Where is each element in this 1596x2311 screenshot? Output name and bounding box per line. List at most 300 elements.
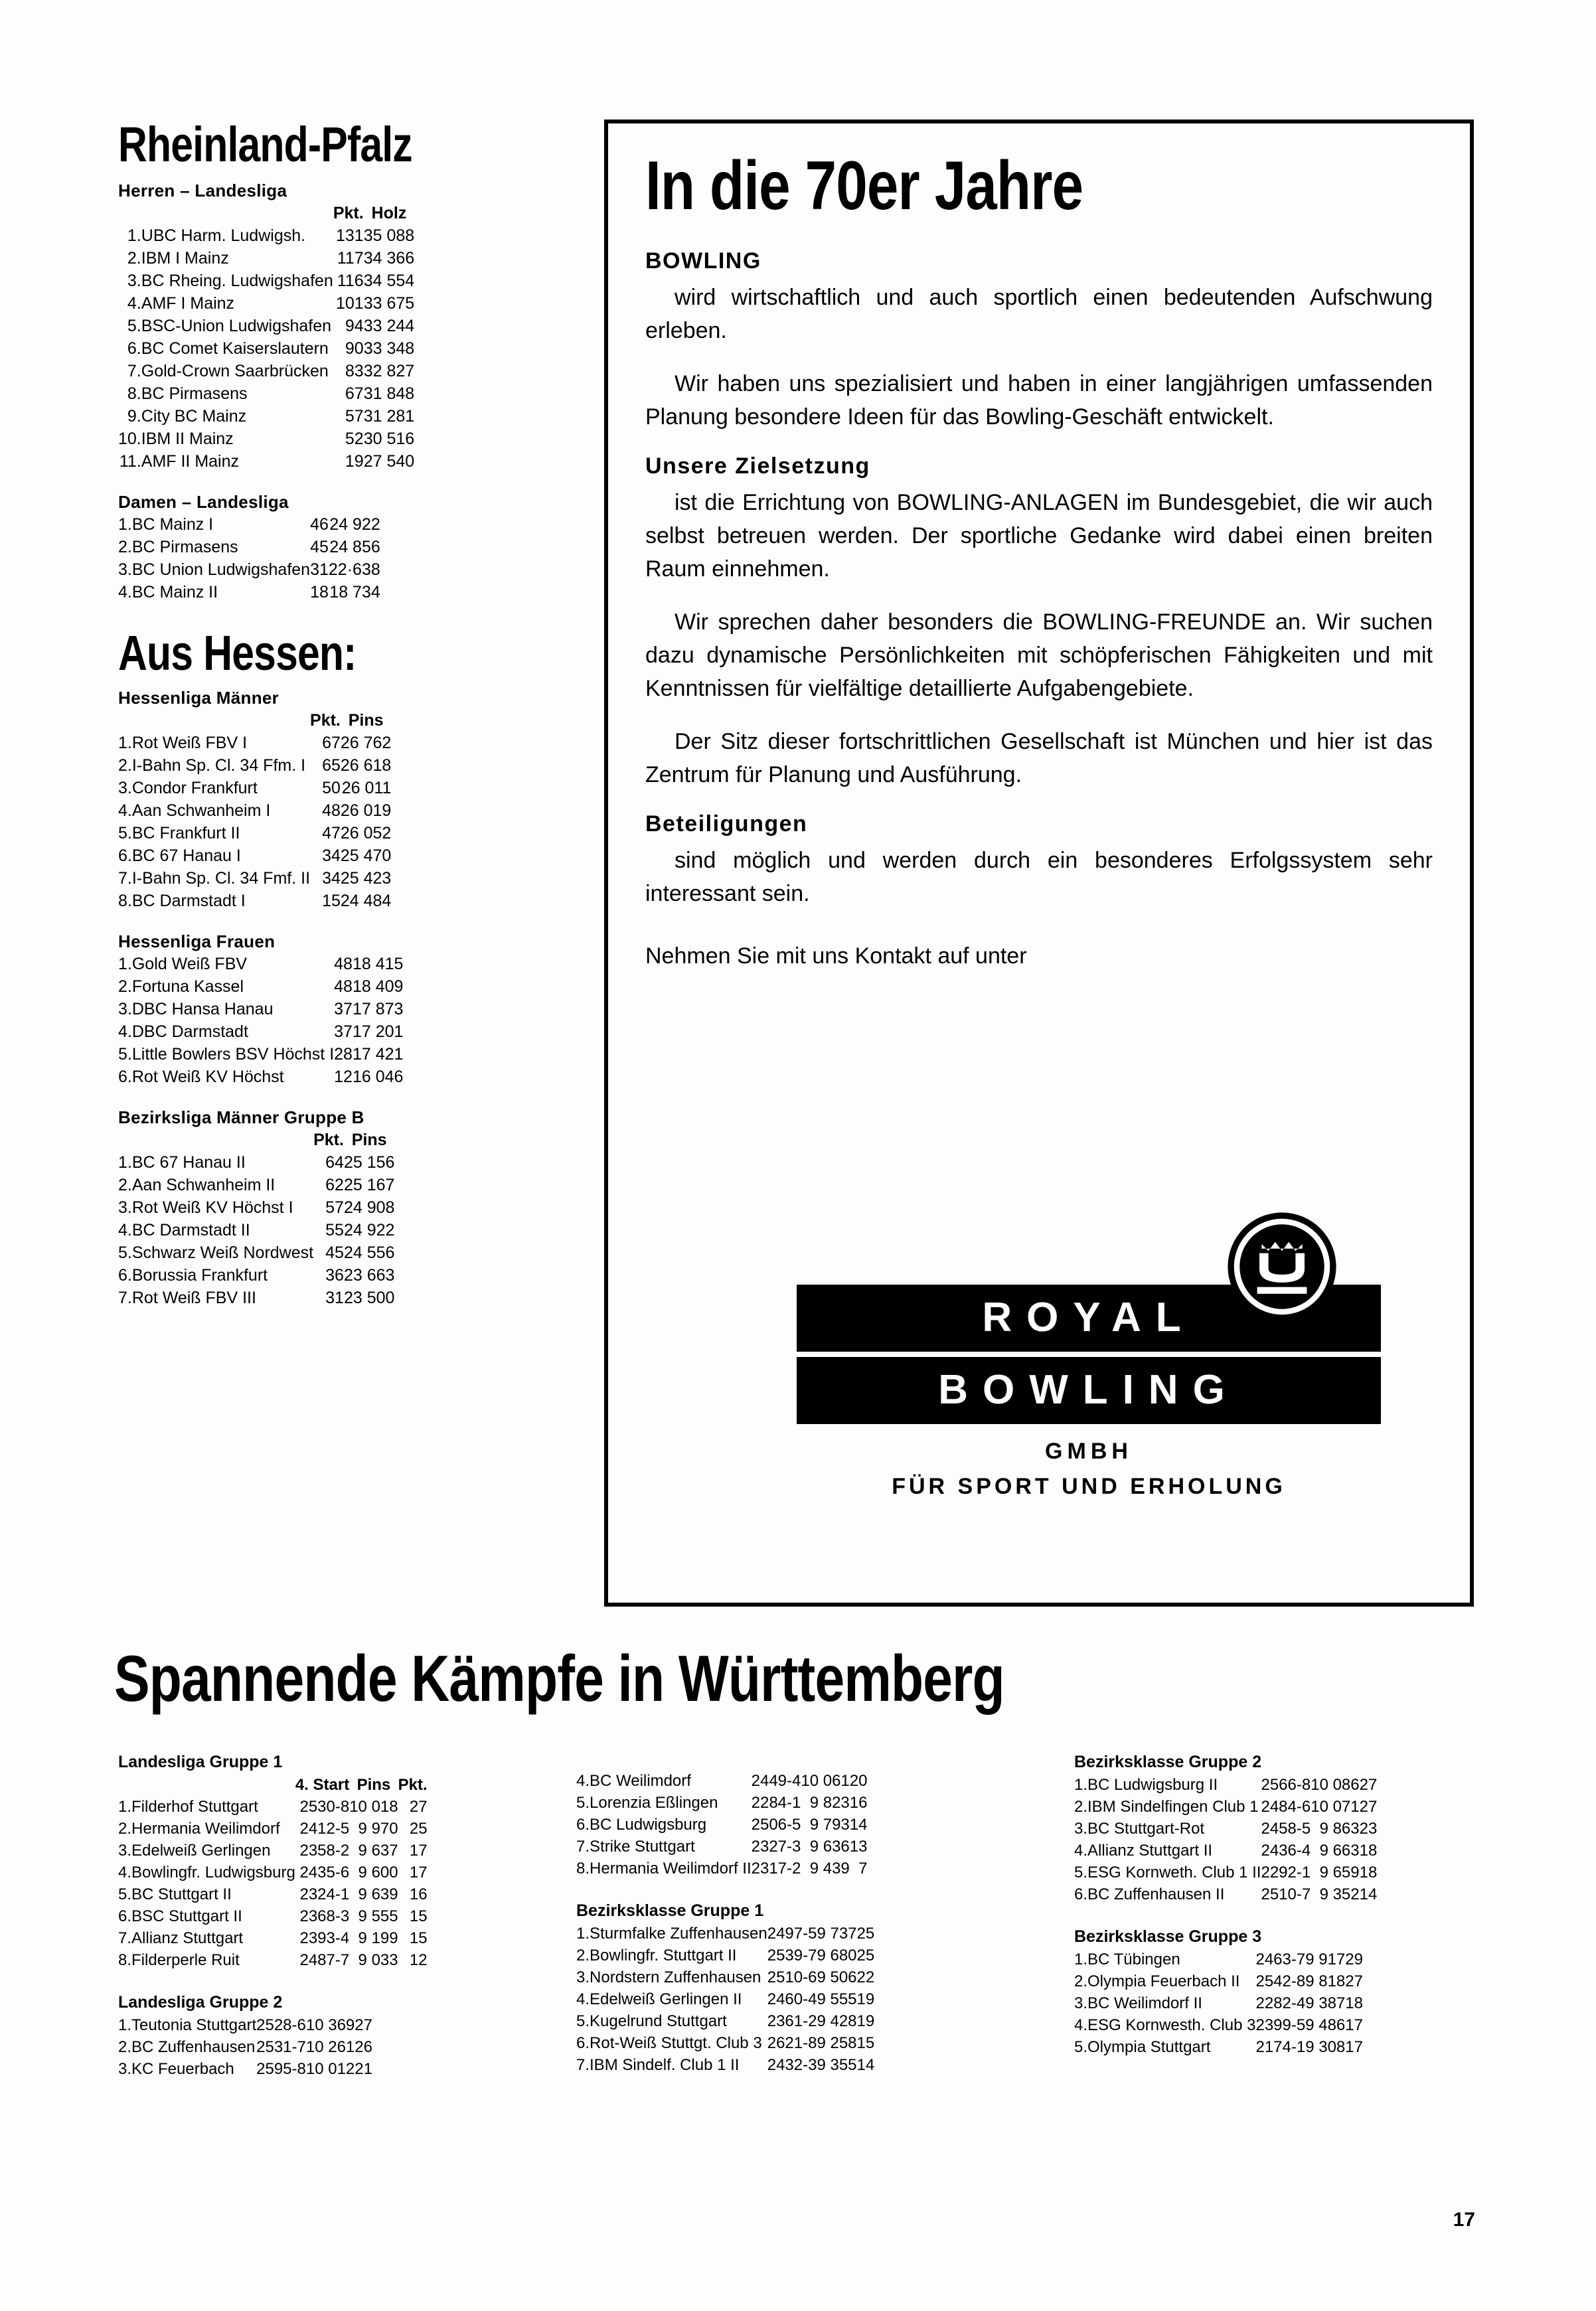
table-row xyxy=(1074,1885,1377,1907)
table-row xyxy=(118,1951,428,1973)
start-cell: 2368-3 xyxy=(299,1907,350,1925)
points-cell: 65 xyxy=(322,756,341,775)
team-cell: Teutonia Stuttgart xyxy=(131,2016,257,2034)
rank-cell: 1. xyxy=(127,226,141,245)
points-cell: 57 xyxy=(345,407,364,426)
pins-cell: 10 012 xyxy=(305,2060,355,2078)
start-cell: 2358-2 xyxy=(299,1842,350,1860)
table-row xyxy=(118,756,391,779)
pins-cell: 9 033 xyxy=(358,1951,398,1969)
team-cell: BC Ludwigsburg II xyxy=(1087,1776,1218,1794)
rank-cell: 2. xyxy=(118,1176,132,1194)
rank-cell: 5. xyxy=(118,1885,132,1903)
wuerttemberg-column-2 xyxy=(576,1753,1028,2078)
team-cell: BC Weilimdorf II xyxy=(1087,1994,1202,2012)
table-row xyxy=(1074,2038,1363,2060)
points-cell: 55 xyxy=(325,1221,344,1239)
rank-cell: 6. xyxy=(1074,1885,1088,1903)
pins-cell: 9 355 xyxy=(817,2056,857,2074)
table-row xyxy=(1074,1820,1377,1842)
team-cell: Olympia Feuerbach II xyxy=(1087,1972,1240,1990)
column-header: 4. Start xyxy=(295,1776,350,1794)
table-row xyxy=(118,1820,428,1842)
points-cell: 37 xyxy=(334,1000,353,1018)
standings-title: Bezirksklasse Gruppe 1 xyxy=(576,1901,764,1920)
standings-block xyxy=(118,931,583,1090)
rank-cell: 1. xyxy=(118,2016,132,2034)
pins-cell: 9 506 xyxy=(817,1968,857,1986)
start-cell: 2531-7 xyxy=(256,2038,306,2056)
table-row xyxy=(118,583,380,605)
team-cell: Nordstern Zuffenhausen xyxy=(590,1968,761,1986)
team-cell: Allianz Stuttgart xyxy=(131,1929,244,1947)
rank-cell: 8. xyxy=(127,384,141,403)
standings-block xyxy=(118,181,583,475)
team-cell: Schwarz Weiß Nordwest xyxy=(131,1243,314,1262)
points-cell: 7 xyxy=(858,1860,868,1877)
points-cell: 37 xyxy=(334,1022,353,1041)
points-cell: 14 xyxy=(849,1816,868,1834)
table-row xyxy=(576,1925,874,1947)
rank-cell: 5. xyxy=(118,1243,132,1262)
table-row xyxy=(576,1772,867,1794)
points-cell: 31 xyxy=(310,560,329,579)
pins-cell: 10 369 xyxy=(305,2016,355,2034)
pins-cell: 23 500 xyxy=(343,1289,395,1307)
standings-block xyxy=(118,492,583,605)
pins-cell: 9 636 xyxy=(809,1838,850,1856)
rank-cell: 11. xyxy=(119,452,141,471)
left-column xyxy=(118,117,583,1328)
team-cell: Filderperle Ruit xyxy=(131,1951,240,1969)
section-title-aus-hessen: Aus Hessen: xyxy=(118,625,357,680)
standings-title: Bezirksklasse Gruppe 2 xyxy=(1074,1753,1262,1771)
rank-cell: 3. xyxy=(118,779,132,797)
points-cell: 94 xyxy=(345,317,364,335)
standings-table xyxy=(118,1776,428,1973)
pins-cell: 31 281 xyxy=(363,407,415,426)
rank-cell: 4. xyxy=(118,1022,132,1041)
rank-cell: 7. xyxy=(118,1929,132,1947)
pins-cell: 10 086 xyxy=(1311,1776,1360,1794)
pins-cell: 9 199 xyxy=(358,1929,398,1947)
team-cell: Gold-Crown Saarbrücken xyxy=(141,362,329,380)
table-row xyxy=(576,1838,867,1860)
standings-title: Landesliga Gruppe 1 xyxy=(118,1753,283,1771)
points-cell: 52 xyxy=(345,430,364,448)
table-row xyxy=(576,1968,874,1990)
pins-cell: 9 308 xyxy=(1305,2038,1346,2056)
table-row xyxy=(576,2056,874,2078)
team-cell: Bowlingfr. Ludwigsburg xyxy=(131,1864,295,1881)
points-cell: 50 xyxy=(322,779,341,797)
start-cell: 2510-7 xyxy=(1261,1885,1311,1903)
rank-cell: 7. xyxy=(576,1838,590,1856)
team-cell: I-Bahn Sp. Cl. 34 Ffm. I xyxy=(131,756,306,775)
team-cell: BC Mainz II xyxy=(131,583,218,601)
pins-cell: 25 470 xyxy=(340,846,392,865)
points-cell: 90 xyxy=(345,339,364,358)
column-header: Pkt. xyxy=(313,1131,344,1149)
table-row xyxy=(576,1816,867,1838)
pins-cell: 9 600 xyxy=(358,1864,398,1881)
table-row xyxy=(118,892,391,914)
start-cell: 2282-4 xyxy=(1255,1994,1306,2012)
table-row xyxy=(1074,1972,1363,1994)
rank-cell: 7. xyxy=(576,2056,590,2074)
pins-cell: 9 258 xyxy=(817,2034,857,2052)
pins-cell: 33 244 xyxy=(363,317,415,335)
start-cell: 2510-6 xyxy=(767,1968,817,1986)
points-cell: 47 xyxy=(322,824,341,842)
team-cell: BC Comet Kaiserslautern xyxy=(141,339,329,358)
team-cell: Aan Schwanheim II xyxy=(131,1176,276,1194)
rank-cell: 6. xyxy=(118,1266,132,1285)
rank-cell: 4. xyxy=(118,583,132,601)
team-cell: IBM Sindelfingen Club 1 xyxy=(1087,1798,1259,1816)
team-cell: Hermania Weilimdorf xyxy=(131,1820,280,1838)
start-cell: 2174-1 xyxy=(1255,2038,1306,2056)
team-cell: Hermania Weilimdorf II xyxy=(590,1860,752,1877)
table-header-row xyxy=(118,1131,394,1153)
pins-cell: 9 639 xyxy=(358,1885,398,1903)
crown-icon xyxy=(1226,1210,1338,1323)
standings-title: Landesliga Gruppe 2 xyxy=(118,1993,283,2012)
points-cell: 28 xyxy=(334,1045,353,1064)
points-cell: 45 xyxy=(310,538,329,556)
table-row xyxy=(118,515,380,538)
table-row xyxy=(118,1068,403,1090)
team-cell: City BC Mainz xyxy=(141,407,247,426)
pins-cell: 24 922 xyxy=(329,515,380,534)
table-row xyxy=(1074,1776,1377,1798)
team-cell: Rot-Weiß Stuttgt. Club 3 xyxy=(590,2034,762,2052)
spacer-cell xyxy=(141,204,333,226)
table-row xyxy=(118,1198,394,1221)
column-header: Pkt. xyxy=(333,204,364,222)
column-header: Pkt. xyxy=(310,711,341,730)
table-row xyxy=(118,1022,403,1045)
team-cell: Condor Frankfurt xyxy=(131,779,258,797)
rank-cell: 2. xyxy=(118,977,132,996)
team-cell: BC Weilimdorf xyxy=(590,1772,691,1790)
points-cell: 31 xyxy=(325,1289,344,1307)
start-cell: 2393-4 xyxy=(299,1929,350,1947)
points-cell: 17 xyxy=(409,1864,428,1881)
column-header: Pins xyxy=(357,1776,391,1794)
team-cell: Allianz Stuttgart II xyxy=(1087,1842,1213,1860)
table-row xyxy=(1074,2016,1363,2038)
spacer-cell xyxy=(132,711,310,734)
standings-table xyxy=(118,515,380,605)
points-cell: 12 xyxy=(334,1068,353,1086)
wuerttemberg-column-3 xyxy=(1074,1753,1499,2060)
spacer-cell xyxy=(118,1131,132,1153)
team-cell: Edelweiß Gerlingen II xyxy=(590,1990,742,2008)
team-cell: Filderhof Stuttgart xyxy=(131,1798,258,1816)
table-row xyxy=(118,1864,428,1885)
pins-cell: 34 554 xyxy=(363,272,415,290)
table-row xyxy=(576,2034,874,2056)
pins-cell: 25 167 xyxy=(343,1176,395,1194)
team-cell: BC Mainz I xyxy=(131,515,214,534)
ad-body xyxy=(645,248,1433,910)
table-row xyxy=(118,1798,428,1820)
rank-cell: 4. xyxy=(1074,1842,1088,1860)
pins-cell: 10 061 xyxy=(801,1772,850,1790)
team-cell: ESG Kornweth. Club 1 II xyxy=(1087,1864,1261,1881)
rank-cell: 6. xyxy=(118,1907,132,1925)
table-row xyxy=(118,801,391,824)
team-cell: IBM II Mainz xyxy=(141,430,234,448)
points-cell: 131 xyxy=(335,226,364,245)
rank-cell: 1. xyxy=(1074,1951,1088,1968)
ad-subheading: Beteiligungen xyxy=(645,811,808,837)
table-row xyxy=(576,1990,874,2012)
points-cell: 14 xyxy=(1359,1885,1378,1903)
table-row xyxy=(118,560,380,583)
pins-cell: 18 409 xyxy=(352,977,404,996)
pins-cell: 24 484 xyxy=(340,892,392,910)
pins-cell: 35 088 xyxy=(363,226,415,245)
points-cell: 117 xyxy=(337,249,364,268)
start-cell: 2324-1 xyxy=(299,1885,350,1903)
pins-cell: 9 823 xyxy=(809,1794,850,1812)
team-cell: AMF I Mainz xyxy=(141,294,235,313)
section-title-wuerttemberg: Spannende Kämpfe in Württemberg xyxy=(114,1642,1004,1715)
ad-headline: In die 70er Jahre xyxy=(645,147,1083,224)
rank-cell: 3. xyxy=(118,1000,132,1018)
table-row xyxy=(118,294,414,317)
pins-cell: 9 793 xyxy=(809,1816,850,1834)
table-row xyxy=(118,955,403,977)
rank-cell: 5. xyxy=(576,2012,590,2030)
team-cell: BSC Stuttgart II xyxy=(131,1907,242,1925)
rank-cell: 6. xyxy=(118,846,132,865)
rank-cell: 7. xyxy=(127,362,141,380)
pins-cell: 9 352 xyxy=(1319,1885,1360,1903)
rank-cell: 2. xyxy=(118,2038,132,2056)
rank-cell: 3. xyxy=(1074,1820,1088,1838)
pins-cell: 34 366 xyxy=(363,249,415,268)
pins-cell: 9 486 xyxy=(1305,2016,1346,2034)
points-cell: 29 xyxy=(1345,1951,1363,1968)
table-row xyxy=(118,977,403,1000)
pins-cell: 10 071 xyxy=(1311,1798,1360,1816)
team-cell: BC Zuffenhausen II xyxy=(1087,1885,1225,1903)
team-cell: BC Frankfurt II xyxy=(131,824,240,842)
table-header-row xyxy=(118,1776,428,1798)
standings-block xyxy=(118,688,583,914)
team-cell: BC Stuttgart-Rot xyxy=(1087,1820,1205,1838)
rank-cell: 1. xyxy=(118,955,132,973)
points-cell: 15 xyxy=(322,892,341,910)
pins-cell: 17 873 xyxy=(352,1000,404,1018)
section-title-rheinland-pfalz: Rheinland-Pfalz xyxy=(118,117,412,172)
pins-cell: 26 762 xyxy=(340,734,392,752)
rank-cell: 10. xyxy=(118,430,141,448)
points-cell: 17 xyxy=(1345,2038,1363,2056)
points-cell: 116 xyxy=(337,272,364,290)
start-cell: 2621-8 xyxy=(767,2034,817,2052)
rank-cell: 4. xyxy=(576,1990,590,2008)
table-row xyxy=(118,846,391,869)
start-cell: 2284-1 xyxy=(751,1794,801,1812)
pins-cell: 26 052 xyxy=(340,824,392,842)
pins-cell: 17 201 xyxy=(352,1022,404,1041)
rank-cell: 4. xyxy=(118,1864,132,1881)
rank-cell: 2. xyxy=(1074,1972,1088,1990)
table-row xyxy=(118,430,414,452)
rank-cell: 3. xyxy=(118,2060,132,2078)
rank-cell: 5. xyxy=(127,317,141,335)
standings-table xyxy=(576,1772,867,1881)
pins-cell: 31 848 xyxy=(363,384,415,403)
start-cell: 2292-1 xyxy=(1261,1864,1311,1881)
pins-cell: 18 734 xyxy=(329,583,380,601)
start-cell: 2435-6 xyxy=(299,1864,350,1881)
points-cell: 14 xyxy=(856,2056,875,2074)
logo-text-royal: ROYAL xyxy=(797,1285,1381,1352)
points-cell: 67 xyxy=(322,734,341,752)
column-header: Holz xyxy=(371,204,407,222)
rank-cell: 1. xyxy=(118,734,132,752)
rank-cell: 1. xyxy=(118,1798,132,1816)
pins-cell: 27 540 xyxy=(363,452,415,471)
rank-cell: 1. xyxy=(118,1153,132,1172)
team-cell: Rot Weiß FBV III xyxy=(131,1289,256,1307)
points-cell: 15 xyxy=(409,1929,428,1947)
rank-cell: 4. xyxy=(576,1772,590,1790)
points-cell: 23 xyxy=(1359,1820,1378,1838)
team-cell: BC Zuffenhausen xyxy=(131,2038,256,2056)
rank-cell: 9. xyxy=(127,407,141,426)
table-row xyxy=(118,226,414,249)
standings-table xyxy=(118,2016,372,2082)
team-cell: UBC Harm. Ludwigsh. xyxy=(141,226,306,245)
table-header-row xyxy=(118,204,414,226)
table-row xyxy=(1074,1798,1377,1820)
pins-cell: 24 856 xyxy=(329,538,380,556)
rank-cell: 2. xyxy=(576,1947,590,1964)
points-cell: 15 xyxy=(856,2034,875,2052)
start-cell: 2436-4 xyxy=(1261,1842,1311,1860)
rank-cell: 2. xyxy=(1074,1798,1088,1816)
points-cell: 18 xyxy=(1345,1994,1363,2012)
rank-cell: 4. xyxy=(1074,2016,1088,2034)
points-cell: 46 xyxy=(310,515,329,534)
spacer-cell xyxy=(132,1131,313,1153)
rank-cell: 7. xyxy=(118,1289,132,1307)
pins-cell: 9 917 xyxy=(1305,1951,1346,1968)
table-row xyxy=(1074,1951,1363,1972)
pins-cell: 24 556 xyxy=(343,1243,395,1262)
table-row xyxy=(118,339,414,362)
column-header: Pins xyxy=(351,1131,387,1149)
team-cell: Lorenzia Eßlingen xyxy=(590,1794,718,1812)
table-row xyxy=(1074,1864,1377,1885)
table-row xyxy=(576,2012,874,2034)
team-cell: BC 67 Hanau II xyxy=(131,1153,246,1172)
team-cell: Edelweiß Gerlingen xyxy=(131,1842,271,1860)
rank-cell: 5. xyxy=(1074,2038,1088,2056)
team-cell: Kugelrund Stuttgart xyxy=(590,2012,727,2030)
points-cell: 48 xyxy=(334,955,353,973)
ad-paragraph: Der Sitz dieser fortschrittlichen Gesellschaft ist München und hier ist das Zentrum für Planung und Ausführung. xyxy=(645,729,1433,787)
pins-cell: 26 011 xyxy=(341,779,392,797)
rank-cell: 6. xyxy=(127,339,141,358)
table-row xyxy=(118,1243,394,1266)
standings-title: Bezirksklasse Gruppe 3 xyxy=(1074,1927,1262,1946)
start-cell: 2528-6 xyxy=(256,2016,306,2034)
team-cell: AMF II Mainz xyxy=(141,452,240,471)
pins-cell: 18 415 xyxy=(352,955,404,973)
points-cell: 36 xyxy=(325,1266,344,1285)
table-row xyxy=(118,452,414,475)
start-cell: 2399-5 xyxy=(1255,2016,1306,2034)
points-cell: 25 xyxy=(409,1820,428,1838)
pins-cell: 9 737 xyxy=(817,1925,857,1943)
points-cell: 18 xyxy=(310,583,329,601)
standings-title: Bezirksliga Männer Gruppe B xyxy=(118,1107,364,1127)
pins-cell: 9 439 xyxy=(809,1860,850,1877)
rank-cell: 3. xyxy=(118,560,132,579)
points-cell: 57 xyxy=(325,1198,344,1217)
column-header: Pkt. xyxy=(398,1776,428,1794)
points-cell: 20 xyxy=(849,1772,868,1790)
ad-paragraph: sind möglich und werden durch ein besonderes Erfolgssystem sehr interessant sein. xyxy=(645,848,1433,906)
rank-cell: 4. xyxy=(118,1221,132,1239)
logo-text-gmbh: GMBH xyxy=(1045,1439,1133,1464)
rank-cell: 4. xyxy=(118,801,132,820)
table-row xyxy=(118,1000,403,1022)
table-row xyxy=(118,384,414,407)
table-row xyxy=(576,1947,874,1968)
start-cell: 2530-8 xyxy=(299,1798,350,1816)
points-cell: 62 xyxy=(325,1176,344,1194)
team-cell: Bowlingfr. Stuttgart II xyxy=(590,1947,737,1964)
pins-cell: 10 018 xyxy=(349,1798,398,1816)
start-cell: 2361-2 xyxy=(767,2012,817,2030)
rank-cell: 3. xyxy=(118,1198,132,1217)
rank-cell: 6. xyxy=(118,1068,132,1086)
table-row xyxy=(118,1176,394,1198)
table-row xyxy=(118,779,391,801)
table-row xyxy=(1074,1994,1363,2016)
start-cell: 2449-4 xyxy=(751,1772,801,1790)
table-row xyxy=(118,1842,428,1864)
column-header: Pins xyxy=(348,711,384,730)
pins-cell: 33 348 xyxy=(363,339,415,358)
points-cell: 19 xyxy=(856,2012,875,2030)
team-cell: Olympia Stuttgart xyxy=(1087,2038,1211,2056)
pins-cell: 9 659 xyxy=(1319,1864,1360,1881)
pins-cell: 33 675 xyxy=(363,294,415,313)
table-row xyxy=(576,1794,867,1816)
points-cell: 15 xyxy=(409,1907,428,1925)
hessen-tables xyxy=(118,688,583,1311)
table-row xyxy=(118,2038,372,2060)
pins-cell: 9 555 xyxy=(817,1990,857,2008)
points-cell: 101 xyxy=(335,294,364,313)
pins-cell: 9 970 xyxy=(358,1820,398,1838)
pins-cell: 26 618 xyxy=(340,756,392,775)
standings-title: Damen – Landesliga xyxy=(118,492,289,512)
points-cell: 17 xyxy=(409,1842,428,1860)
pins-cell: 9 555 xyxy=(358,1907,398,1925)
ad-subheading: Unsere Zielsetzung xyxy=(645,453,870,479)
pins-cell: 9 663 xyxy=(1319,1842,1360,1860)
